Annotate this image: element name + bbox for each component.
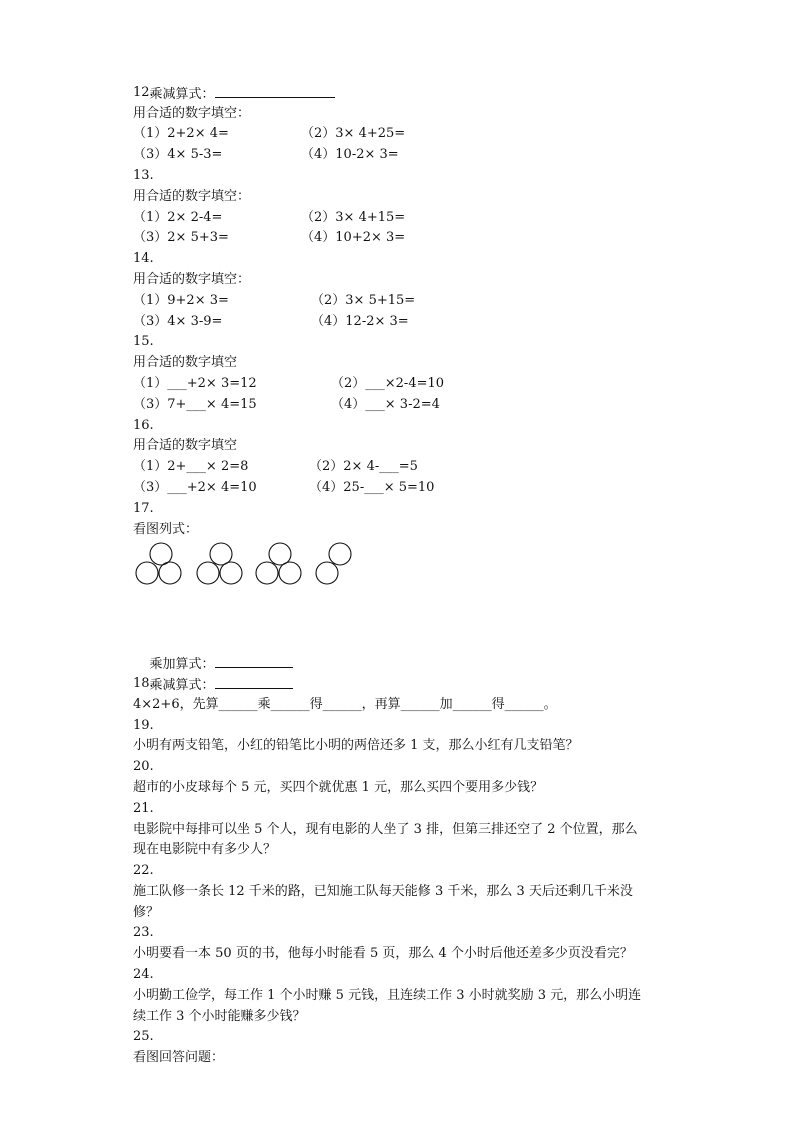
question-prompt: 用合适的数字填空： <box>133 271 251 287</box>
question-row <box>133 374 673 395</box>
question-prompt: 用合适的数字填空 <box>133 438 238 454</box>
question-number: 12. <box>133 84 154 100</box>
circle-shape <box>316 562 338 584</box>
sub-question: （2）3× 4+25= <box>301 126 406 142</box>
worksheet-page <box>133 62 673 1069</box>
question-text: 施工队修一条长 12 千米的路，已知施工队每天能修 3 千米，那么 3 天后还剩几千米没 <box>133 883 633 899</box>
sub-question: （1）2× 2-4= <box>133 209 223 225</box>
question-number: 16. <box>133 417 154 433</box>
circle-shape <box>197 562 219 584</box>
sub-question: （1）9+2× 3= <box>133 292 229 308</box>
sub-question: （2）___×2-4=10 <box>331 375 445 391</box>
question-text: 修？ <box>133 904 160 920</box>
question-number: 22. <box>133 863 154 879</box>
question-prompt: 用合适的数字填空： <box>133 105 251 121</box>
sub-question: （3）7+___× 4=15 <box>133 396 257 412</box>
sub-question: （1）2+2× 4= <box>133 126 229 142</box>
sub-question: （4）___× 3-2=4 <box>331 396 440 412</box>
circle-shape <box>136 562 158 584</box>
sub-question: （3）4× 5-3= <box>133 147 223 163</box>
answer-blank[interactable] <box>215 83 335 98</box>
sub-question: （4）10+2× 3= <box>301 230 406 246</box>
question-number: 14. <box>133 251 154 267</box>
sub-question: （1）2+___× 2=8 <box>133 459 249 475</box>
sub-question: （3）4× 3-9= <box>133 313 223 329</box>
sub-question: （4）25-___× 5=10 <box>309 479 435 495</box>
question-number: 23. <box>133 925 154 941</box>
question-number: 13. <box>133 167 154 183</box>
sub-expression-label: 乘减算式： <box>149 86 215 102</box>
question-prompt: 用合适的数字填空： <box>133 188 251 204</box>
circle-shape <box>220 562 242 584</box>
sub-expression-label: 乘减算式： <box>149 677 215 693</box>
question-text: 续工作 3 个小时能赚多少钱？ <box>133 1008 306 1024</box>
question-number: 19. <box>133 717 154 733</box>
circle-shape <box>329 543 351 565</box>
sub-question: （1）___+2× 3=12 <box>133 375 257 391</box>
question-text: 小明要看一本 50 页的书，他每小时能看 5 页，那么 4 个小时后他还差多少页没看完？ <box>133 946 633 962</box>
add-expression-line <box>133 632 673 673</box>
answer-blank[interactable] <box>215 674 293 689</box>
circle-shape <box>279 562 301 584</box>
question-row <box>133 312 673 333</box>
sub-question: （3）2× 5+3= <box>133 230 229 246</box>
question-row <box>133 478 673 499</box>
circle-shape <box>256 562 278 584</box>
sub-question: （2）2× 4-___=5 <box>309 459 418 475</box>
sub-question: （2）3× 5+15= <box>311 292 416 308</box>
add-expression-label: 乘加算式： <box>149 657 215 673</box>
question-number: 15. <box>133 334 154 350</box>
question-row <box>133 228 673 249</box>
question-row <box>133 145 673 166</box>
question-number: 18. <box>133 675 154 691</box>
question-row <box>133 291 673 312</box>
question-number: 24. <box>133 967 154 983</box>
circle-groups-figure <box>133 542 673 590</box>
circle-shape <box>159 562 181 584</box>
question-number: 20. <box>133 759 154 775</box>
question-number: 25. <box>133 1029 154 1045</box>
sub-question: （3）___+2× 4=10 <box>133 479 257 495</box>
question-text: 电影院中每排可以坐 5 个人，现有电影的人坐了 3 排，但第三排还空了 2 个位置，那么 <box>133 821 638 837</box>
question-row <box>133 457 673 478</box>
answer-blank[interactable] <box>215 653 293 668</box>
question-prompt: 看图回答问题： <box>133 1050 225 1066</box>
question-number: 21. <box>133 800 154 816</box>
question-prompt: 用合适的数字填空 <box>133 355 238 371</box>
question-number: 17. <box>133 500 154 516</box>
question-row <box>133 124 673 145</box>
question-row <box>133 395 673 416</box>
question-text: 小明有两支铅笔，小红的铅笔比小明的两倍还多 1 支，那么小红有几支铅笔？ <box>133 738 579 754</box>
question-text: 小明勤工俭学，每工作 1 个小时赚 5 元钱，且连续工作 3 小时就奖励 3 元，那么小明连 <box>133 987 642 1003</box>
sub-question: （4）12-2× 3= <box>311 313 409 329</box>
sub-question: （4）10-2× 3= <box>301 147 399 163</box>
question-row <box>133 208 673 229</box>
question-text: 超市的小皮球每个 5 元，买四个就优惠 1 元，那么买四个要用多少钱？ <box>133 779 544 795</box>
question-text: 4×2+6，先算______乘______得______，再算______加______得______。 <box>133 696 557 712</box>
circles-illustration <box>133 542 373 590</box>
question-prompt: 看图列式： <box>133 521 199 537</box>
sub-question: （2）3× 4+15= <box>301 209 406 225</box>
question-text: 现在电影院中有多少人？ <box>133 842 277 858</box>
